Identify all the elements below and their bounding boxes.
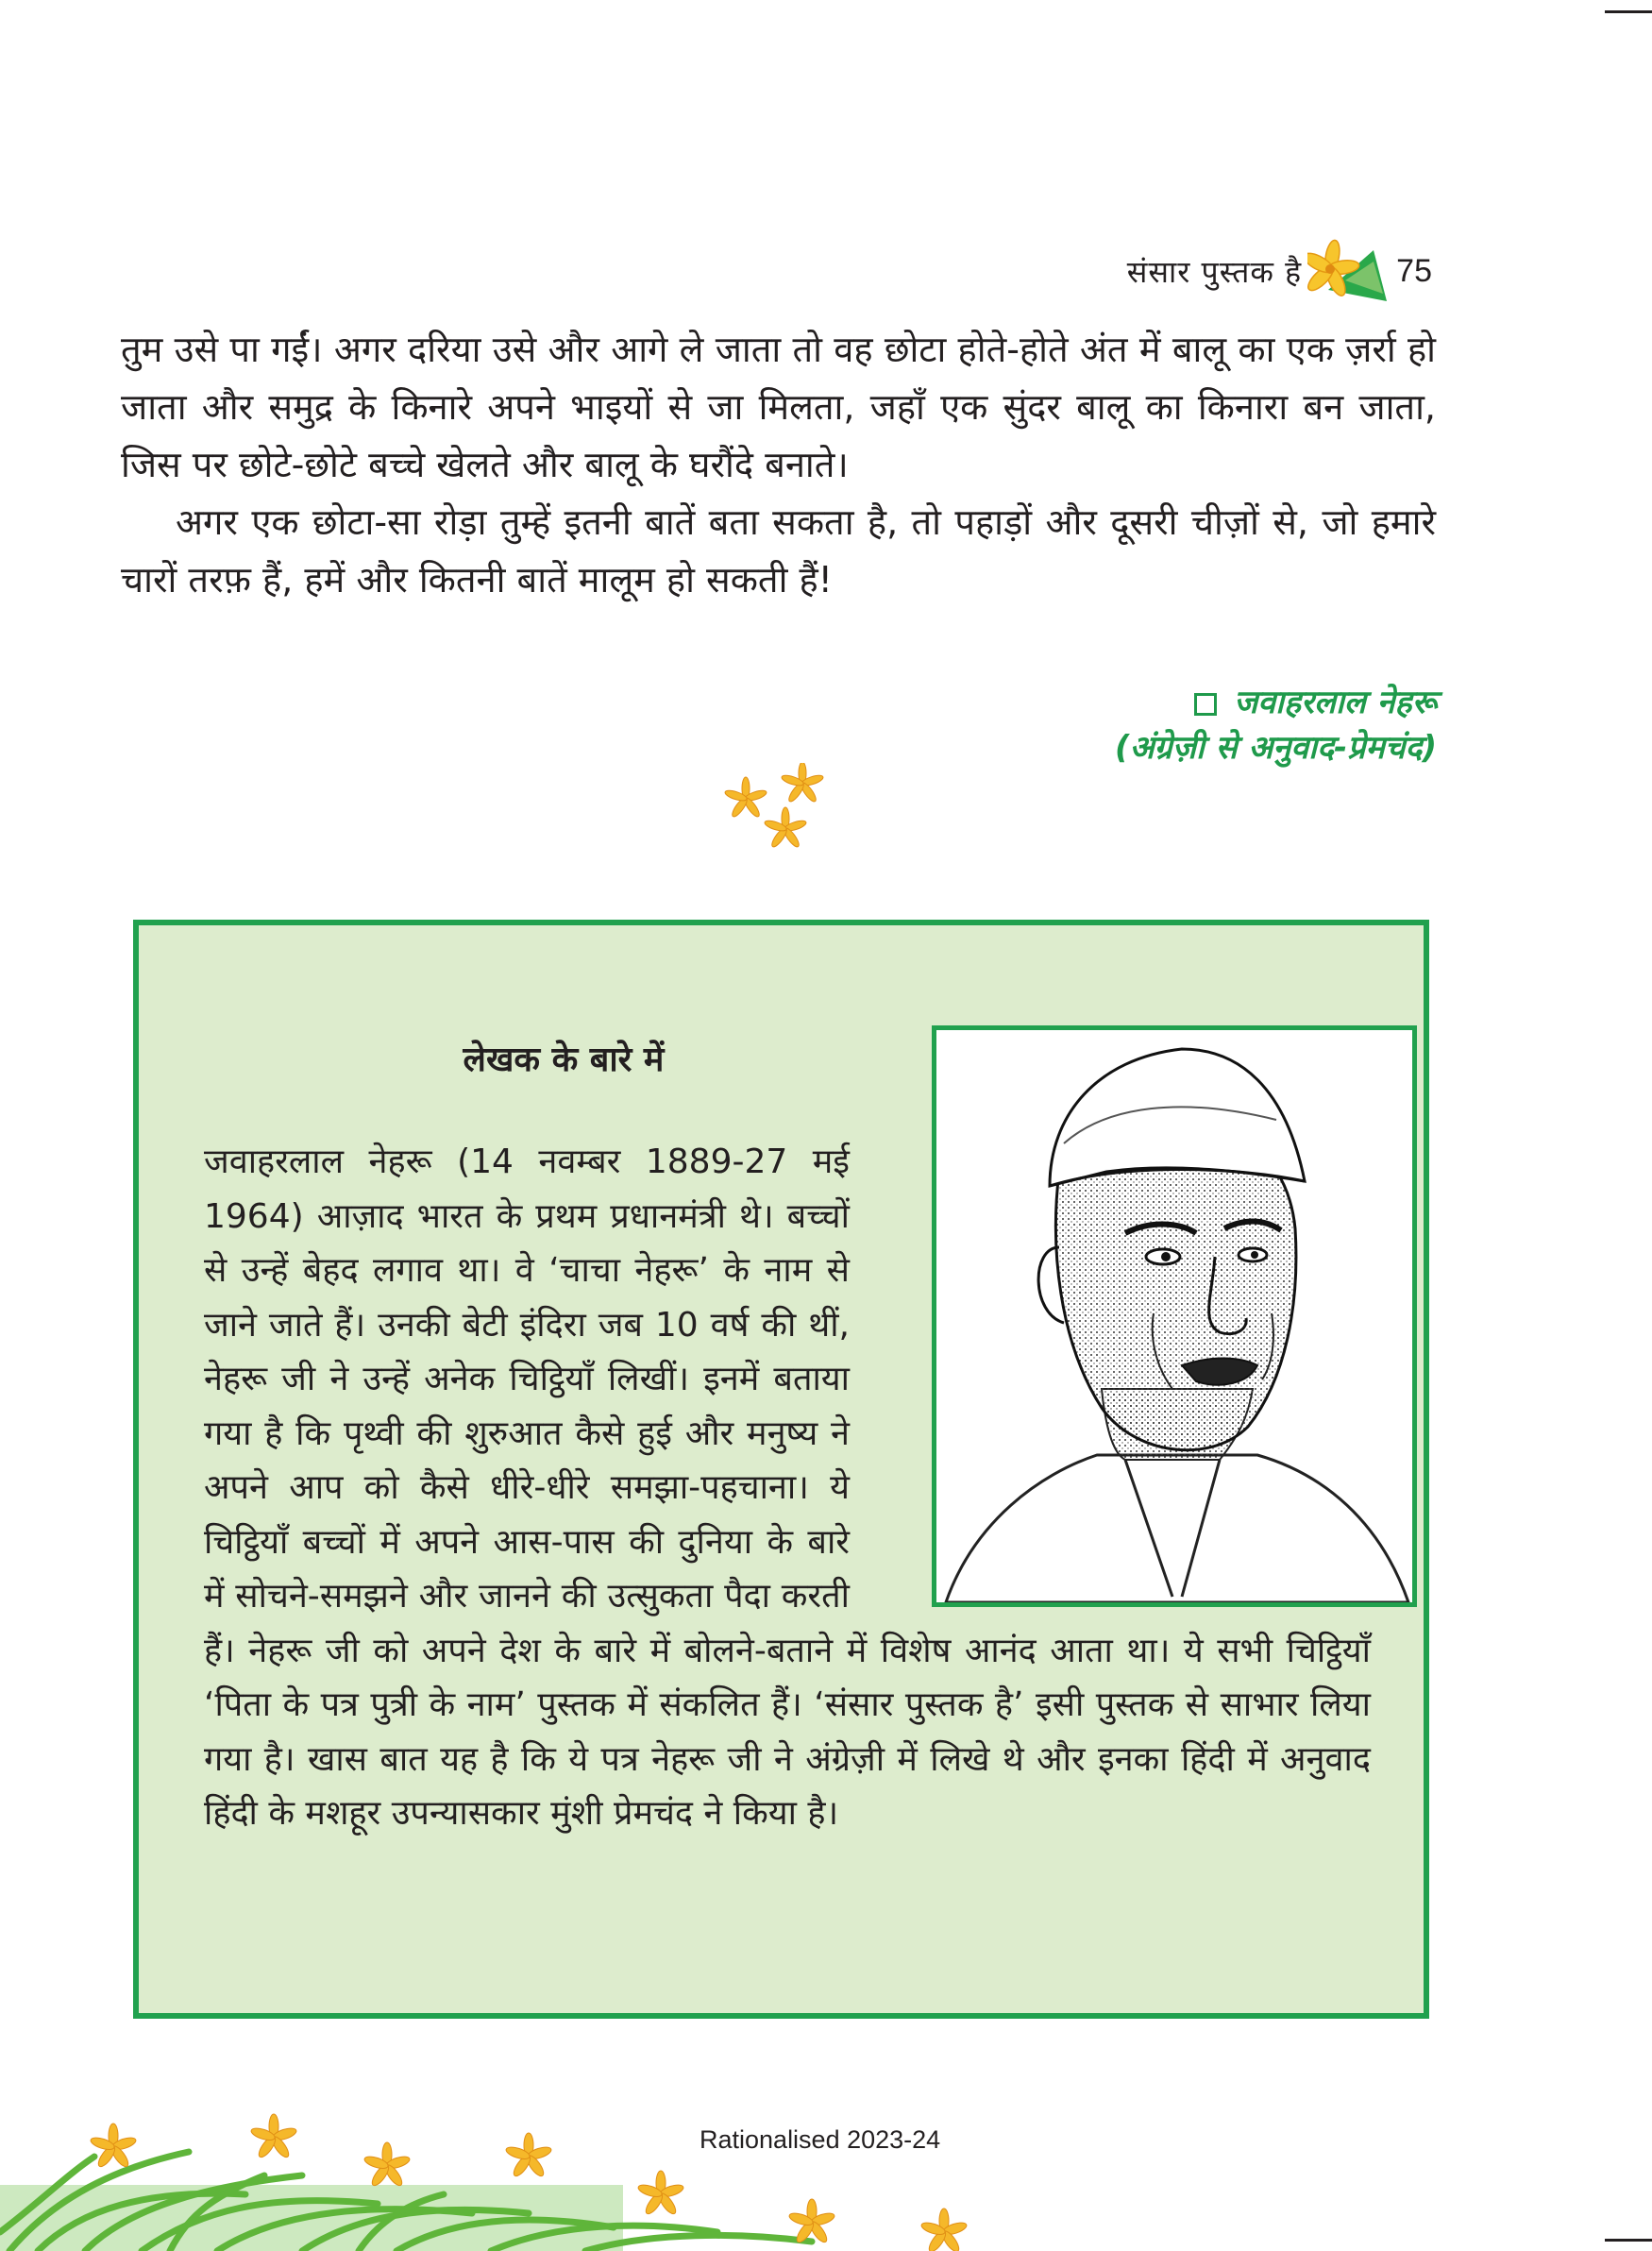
about-author-text: जवाहरलाल नेहरू (14 नवम्बर 1889-27 मई 1964) आज़ाद भारत के प्रथम प्रधानमंत्री थे। बच्चों से उन्हें बेहद लगाव था। वे ‘चाचा नेहरू’ के नाम से जाने जाते हैं। उनकी बेटी इंदिरा जब 10 वर्ष की थीं, नेहरू जी ने उन्हें अनेक चिट्ठियाँ लिखीं। इनमें बताया गया है कि पृथ्वी की शुरुआत कैसे हुई और मनुष्य ने अपने आप को कैसे धीरे-धीरे समझा-पहचाना। ये चिट्ठियाँ बच्चों में अपने आस-पास की दुनिया के बारे में सोचने-समझने और जानने की उत्सुकता पैदा करती हैं। नेहरू जी को अपने देश के बारे में बोलने-बताने में विशेष आनंद आता था। ये सभी चिट्ठियाँ ‘पिता के पत्र पुत्री के नाम’ पुस्तक में संकलित हैं। ‘संसार पुस्तक है’ इसी पुस्तक से साभार लिया गया है। खास बात यह है कि ये पत्र नेहरू जी ने अंग्रेज़ी में लिखे थे और इनका हिंदी में अनुवाद हिंदी के मशहूर उपन्यासकार मुंशी प्रेमचंद ने किया है। bbox=[204, 1142, 1371, 1833]
star-flowers-decoration bbox=[717, 763, 850, 857]
author-credit bbox=[1115, 680, 1437, 770]
running-header bbox=[1127, 247, 1432, 295]
grass-flowers-decoration bbox=[0, 2062, 1020, 2251]
translation-credit: (अंग्रेज़ी से अनुवाद-प्रेमचंद) bbox=[1115, 729, 1437, 767]
portrait-text-wrap-spacer bbox=[850, 1135, 1371, 1616]
rationalised-label: Rationalised 2023-24 bbox=[700, 2125, 941, 2154]
crop-mark-top-right bbox=[1605, 10, 1652, 13]
about-author-box bbox=[133, 920, 1429, 2019]
checkbox-bullet-icon bbox=[1194, 693, 1217, 716]
about-author-text-block bbox=[204, 1135, 1371, 1841]
chapter-title: संसार पुस्तक है bbox=[1126, 253, 1303, 290]
page-number: 75 bbox=[1396, 252, 1432, 289]
paragraph-1: तुम उसे पा गईं। अगर दरिया उसे और आगे ले जाता तो वह छोटा होते-होते अंत में बालू का एक ज़र्रा हो जाता और समुद्र के किनारे अपने भाइयों से जा मिलता, जहाँ एक सुंदर बालू का किनारा बन जाता, जिस पर छोटे-छोटे बच्चे खेलते और बालू के घरौंदे बनाते। bbox=[121, 329, 1436, 485]
flower-leaf-icon bbox=[1307, 233, 1391, 309]
chapter-body-text bbox=[121, 321, 1436, 609]
author-name: जवाहरलाल नेहरू bbox=[1234, 684, 1437, 721]
crop-mark-bottom-right bbox=[1605, 2239, 1652, 2242]
paragraph-2: अगर एक छोटा-सा रोड़ा तुम्हें इतनी बातें बता सकता है, तो पहाड़ों और दूसरी चीज़ों से, जो हमारे चारों तरफ़ हैं, हमें और कितनी बातें मालूम हो सकती हैं! bbox=[121, 501, 1436, 601]
about-author-heading: लेखक के बारे में bbox=[463, 1041, 665, 1079]
